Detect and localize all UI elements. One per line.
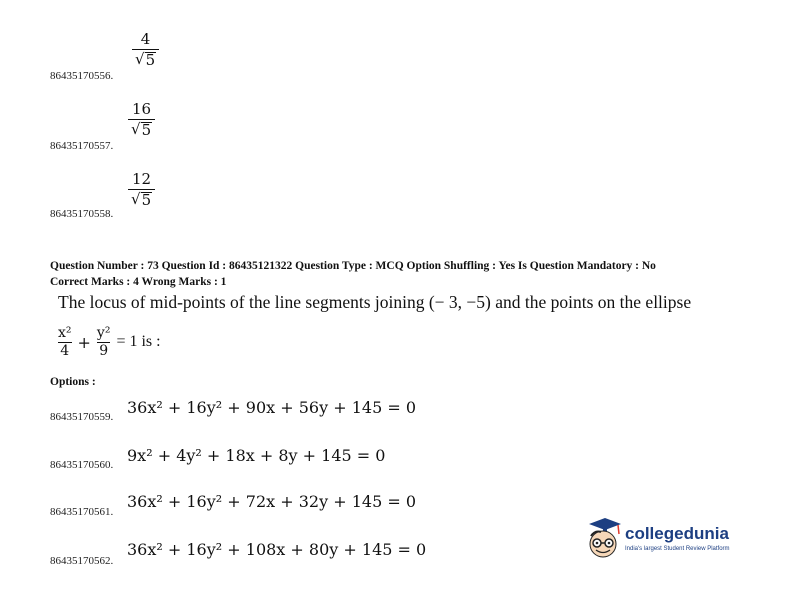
numerator: y² xyxy=(96,325,111,341)
sqrt-icon: √ xyxy=(131,189,141,208)
equation-rhs: = 1 is : xyxy=(116,333,161,351)
brand-name: collegedunia xyxy=(625,524,729,543)
option-id: 86435170561. xyxy=(50,506,114,518)
sqrt xyxy=(128,189,155,209)
fraction xyxy=(128,102,155,139)
denominator: 4 xyxy=(60,342,70,359)
fraction xyxy=(132,32,159,69)
sqrt-icon: √ xyxy=(135,49,145,68)
radicand: 5 xyxy=(141,190,152,209)
numerator: 12 xyxy=(132,170,152,188)
collegedunia-logo xyxy=(583,516,743,562)
question-meta: Question Number : 73 Question Id : 86435121322 Question Type : MCQ Option Shuffling : Yes Is Question Mandatory : No xyxy=(50,260,656,272)
ellipse-equation xyxy=(58,326,161,358)
option-id: 86435170557. xyxy=(50,140,114,152)
option-text: 36x² + 16y² + 72x + 32y + 145 = 0 xyxy=(127,492,416,511)
fraction xyxy=(128,172,155,209)
option-id: 86435170560. xyxy=(50,459,114,471)
option-id: 86435170562. xyxy=(50,555,114,567)
x-fraction xyxy=(58,326,72,358)
question-marks: Correct Marks : 4 Wrong Marks : 1 xyxy=(50,276,227,288)
mascot-icon xyxy=(583,516,623,560)
option-id: 86435170559. xyxy=(50,411,114,423)
numerator: x² xyxy=(58,325,72,341)
option-text: 9x² + 4y² + 18x + 8y + 145 = 0 xyxy=(127,446,386,465)
question-stem: The locus of mid-points of the line segments joining (− 3, −5) and the points on the ellipse xyxy=(58,292,692,312)
option-text: 36x² + 16y² + 108x + 80y + 145 = 0 xyxy=(127,540,427,559)
options-label: Options : xyxy=(50,376,96,388)
sqrt xyxy=(132,49,159,69)
radicand: 5 xyxy=(145,50,156,69)
numerator: 16 xyxy=(132,100,152,118)
plus-sign: + xyxy=(77,332,91,352)
option-text: 36x² + 16y² + 90x + 56y + 145 = 0 xyxy=(127,398,416,417)
sqrt-icon: √ xyxy=(131,119,141,138)
sqrt xyxy=(128,119,155,139)
option-id: 86435170556. xyxy=(50,70,114,82)
y-fraction xyxy=(97,326,111,358)
denominator: 9 xyxy=(99,342,109,359)
radicand: 5 xyxy=(141,120,152,139)
option-id: 86435170558. xyxy=(50,208,114,220)
brand-tagline: India's largest Student Review Platform xyxy=(625,546,730,552)
numerator: 4 xyxy=(140,30,151,48)
